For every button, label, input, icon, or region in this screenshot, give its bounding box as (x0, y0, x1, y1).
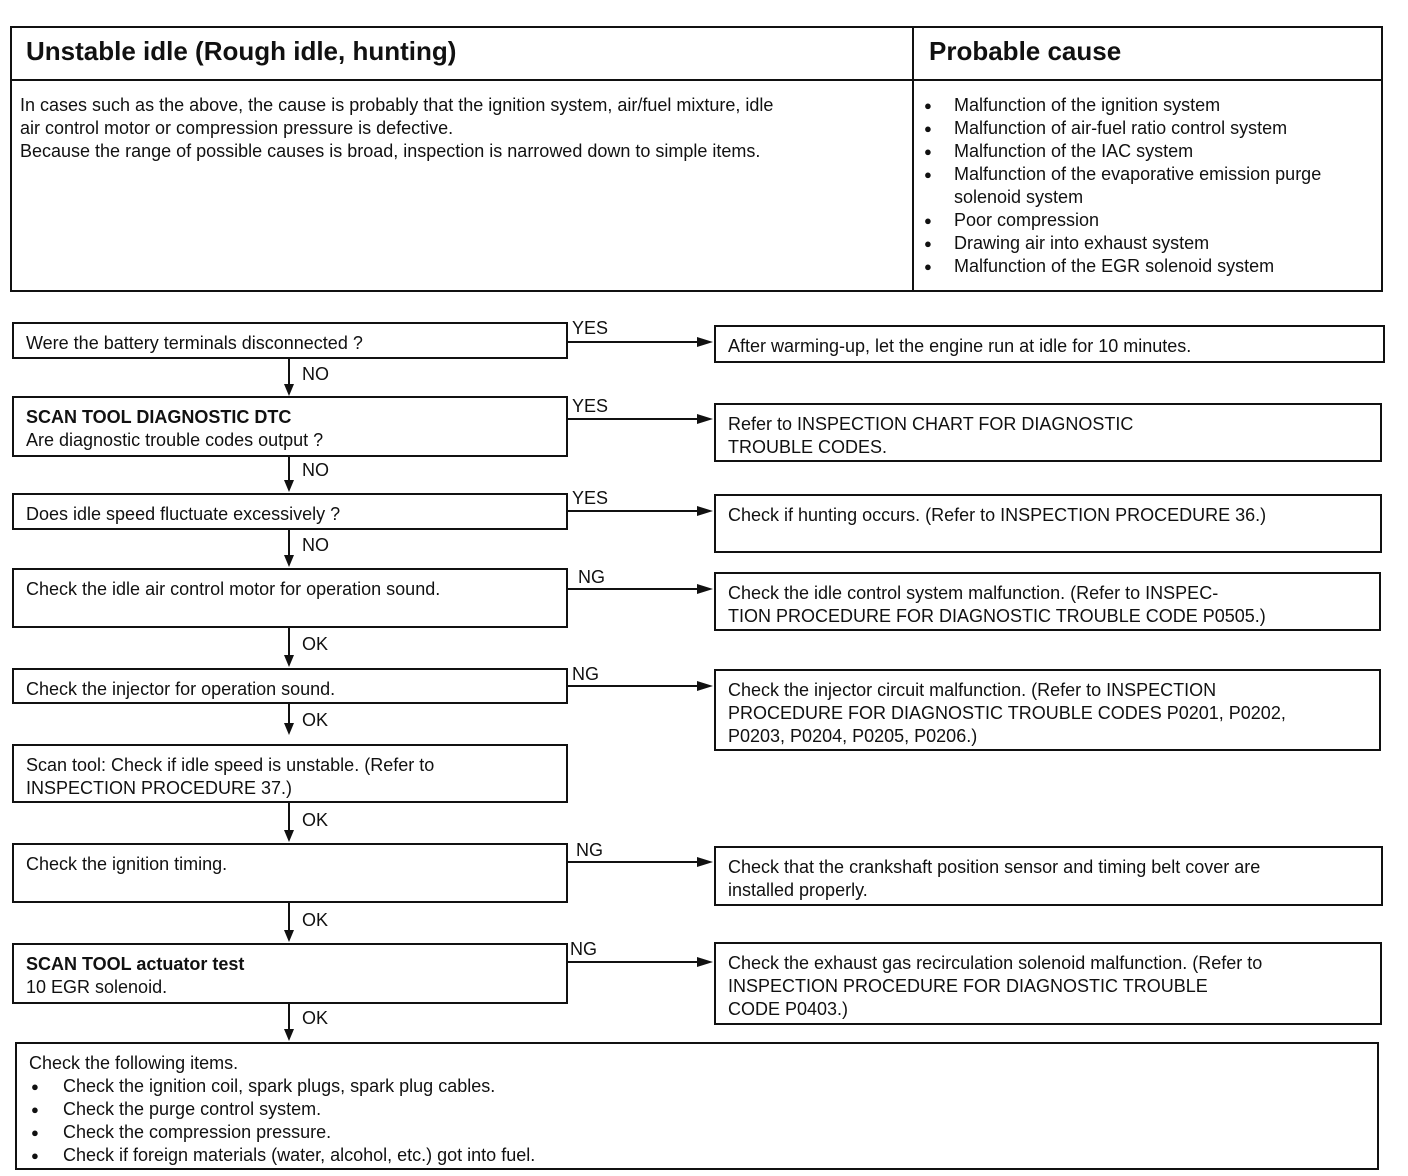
arrow-right-icon (697, 584, 713, 594)
result-hunting (714, 494, 1382, 553)
step-text: Check the idle air control motor for operation sound. (26, 579, 441, 599)
final-item: ● Check the ignition coil, spark plugs, spark plug cables. (29, 1075, 1365, 1098)
connector-line (288, 704, 290, 724)
final-item: ● Check the compression pressure. (29, 1121, 1365, 1144)
branch-label-yes: YES (572, 488, 609, 508)
connector-line (288, 803, 290, 831)
step-injector-sound (12, 668, 568, 704)
arrow-down-icon (284, 830, 294, 842)
connector-line (568, 685, 698, 687)
step-actuator-test (12, 943, 568, 1004)
result-text: Check if hunting occurs. (Refer to INSPECTION PROCEDURE 36.) (728, 505, 1267, 525)
result-crankshaft-sensor (714, 846, 1383, 906)
arrow-right-icon (697, 857, 713, 867)
branch-label-no: NO (302, 535, 329, 555)
description-line: air control motor or compression pressure is defective. (20, 118, 454, 138)
result-idle-control (714, 572, 1381, 631)
result-text: Refer to INSPECTION CHART FOR DIAGNOSTIC (728, 414, 1134, 434)
arrow-right-icon (697, 957, 713, 967)
connector-line (568, 418, 698, 420)
cause-item: ● Drawing air into exhaust system (924, 232, 1321, 255)
step-text: Does idle speed fluctuate excessively ? (26, 504, 341, 524)
step-text: Scan tool: Check if idle speed is unstable. (Refer to (26, 755, 435, 775)
result-text: Check that the crankshaft position sensor and timing belt cover are (728, 857, 1261, 877)
branch-label-ok: OK (302, 910, 329, 930)
step-title: SCAN TOOL actuator test (26, 954, 245, 974)
step-ignition-timing (12, 843, 568, 903)
result-text: installed properly. (728, 880, 868, 900)
arrow-down-icon (284, 655, 294, 667)
branch-label-ok: OK (302, 810, 329, 830)
final-item-list (29, 1075, 1365, 1167)
result-warm-up (714, 325, 1385, 363)
connector-line (568, 341, 698, 343)
branch-label-yes: YES (572, 396, 609, 416)
cause-item: ● Malfunction of the EGR solenoid system (924, 255, 1321, 278)
symptom-title: Unstable idle (Rough idle, hunting) (26, 36, 457, 66)
step-text: Were the battery terminals disconnected ? (26, 333, 363, 353)
connector-line (288, 1004, 290, 1030)
step-text: 10 EGR solenoid. (26, 977, 168, 997)
branch-label-ng: NG (570, 939, 597, 959)
branch-label-no: NO (302, 364, 329, 384)
step-text: INSPECTION PROCEDURE 37.) (26, 778, 293, 798)
connector-line (288, 359, 290, 385)
cause-item: ● Malfunction of air-fuel ratio control system (924, 117, 1321, 140)
result-text: INSPECTION PROCEDURE FOR DIAGNOSTIC TROUBLE (728, 976, 1208, 996)
arrow-right-icon (697, 337, 713, 347)
result-text: CODE P0403.) (728, 999, 849, 1019)
connector-line (568, 510, 698, 512)
step-idle-fluctuate (12, 493, 568, 530)
connector-line (568, 588, 698, 590)
result-egr-solenoid (714, 942, 1382, 1025)
final-item: ● Check the purge control system. (29, 1098, 1365, 1121)
branch-label-ng: NG (576, 840, 603, 860)
branch-label-ok: OK (302, 710, 329, 730)
final-check-items (15, 1042, 1379, 1170)
connector-line (288, 530, 290, 556)
arrow-down-icon (284, 723, 294, 735)
step-text: Check the injector for operation sound. (26, 679, 336, 699)
step-scan-tool-unstable (12, 744, 568, 803)
connector-line (568, 861, 698, 863)
connector-line (288, 903, 290, 931)
branch-label-ok: OK (302, 1008, 329, 1028)
connector-line (288, 457, 290, 481)
description-line: Because the range of possible causes is broad, inspection is narrowed down to simple items. (20, 141, 761, 161)
header-divider-horizontal (10, 79, 1383, 81)
header-divider-vertical (912, 26, 914, 292)
result-text: P0203, P0204, P0205, P0206.) (728, 726, 978, 746)
arrow-down-icon (284, 384, 294, 396)
step-iac-motor-sound (12, 568, 568, 628)
cause-item: ● Malfunction of the IAC system (924, 140, 1321, 163)
result-text: TROUBLE CODES. (728, 437, 888, 457)
step-text: Are diagnostic trouble codes output ? (26, 430, 324, 450)
branch-label-ng: NG (572, 664, 599, 684)
final-item: ● Check if foreign materials (water, alcohol, etc.) got into fuel. (29, 1144, 1365, 1167)
arrow-right-icon (697, 681, 713, 691)
step-title: SCAN TOOL DIAGNOSTIC DTC (26, 407, 292, 427)
result-text: PROCEDURE FOR DIAGNOSTIC TROUBLE CODES P0201, P0202, (728, 703, 1286, 723)
branch-label-ok: OK (302, 634, 329, 654)
connector-line (288, 628, 290, 656)
result-dtc-chart (714, 403, 1382, 462)
arrow-down-icon (284, 480, 294, 492)
symptom-description (20, 94, 773, 163)
step-battery-terminals (12, 322, 568, 359)
arrow-right-icon (697, 506, 713, 516)
result-text: Check the idle control system malfunction. (Refer to INSPEC- (728, 583, 1219, 603)
step-scan-tool-dtc (12, 396, 568, 457)
result-injector-circuit (714, 669, 1381, 751)
final-intro: Check the following items. (29, 1053, 239, 1073)
description-line: In cases such as the above, the cause is probably that the ignition system, air/fuel mixture, idle (20, 95, 774, 115)
cause-item: ● Malfunction of the ignition system (924, 94, 1321, 117)
result-text: After warming-up, let the engine run at idle for 10 minutes. (728, 336, 1192, 356)
connector-line (568, 961, 698, 963)
branch-label-ng: NG (578, 567, 605, 587)
result-text: Check the injector circuit malfunction. (Refer to INSPECTION (728, 680, 1217, 700)
cause-item: ● Malfunction of the evaporative emission purge (924, 163, 1321, 186)
probable-cause-list (924, 94, 1321, 278)
arrow-down-icon (284, 1029, 294, 1041)
branch-label-yes: YES (572, 318, 609, 338)
cause-item: ● Poor compression (924, 209, 1321, 232)
branch-label-no: NO (302, 460, 329, 480)
probable-cause-title: Probable cause (929, 36, 1122, 66)
result-text: TION PROCEDURE FOR DIAGNOSTIC TROUBLE CODE P0505.) (728, 606, 1266, 626)
arrow-right-icon (697, 414, 713, 424)
step-text: Check the ignition timing. (26, 854, 228, 874)
cause-item-continuation: solenoid system (954, 187, 1084, 207)
arrow-down-icon (284, 930, 294, 942)
result-text: Check the exhaust gas recirculation solenoid malfunction. (Refer to (728, 953, 1263, 973)
arrow-down-icon (284, 555, 294, 567)
